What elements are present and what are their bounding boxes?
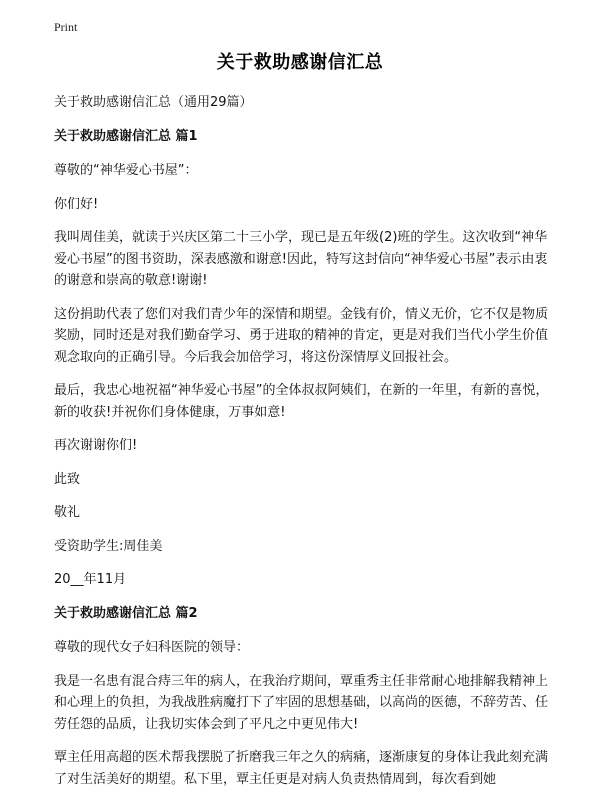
section-heading-1: 关于救助感谢信汇总 篇1 bbox=[54, 128, 198, 144]
section-heading-2: 关于救助感谢信汇总 篇2 bbox=[54, 605, 198, 621]
body-paragraph: 最后，我忠心地祝福“神华爱心书屋”的全体叔叔阿姨们，在新的一年里，有新的喜悦，新的收获!并祝你们身体健康，万事如意! bbox=[54, 383, 549, 420]
document-subtitle: 关于救助感谢信汇总（通用29篇） bbox=[54, 95, 253, 110]
body-paragraph: 我是一名患有混合痔三年的病人，在我治疗期间，覃重秀主任非常耐心地排解我精神上和心理上的负担，为我战胜病魔打下了牢固的思想基础，以高尚的医德，不辞劳苦、任劳任怨的品质，让我切实体会到了平凡之中更见伟大! bbox=[54, 673, 549, 732]
body-paragraph: 覃主任用高超的医术帮我摆脱了折磨我三年之久的病痛，逐渐康复的身体让我此刻充满了对生活美好的期望。私下里，覃主任更是对病人负责热情周到，每次看到她 bbox=[54, 750, 549, 787]
date: 20__年11月 bbox=[54, 572, 127, 587]
print-link[interactable]: Print bbox=[54, 20, 78, 34]
salutation: 尊敬的“神华爱心书屋”： bbox=[54, 163, 198, 178]
salutation: 尊敬的现代女子妇科医院的领导： bbox=[54, 640, 250, 655]
greeting: 你们好! bbox=[54, 196, 99, 212]
signature: 受资助学生:周佳美 bbox=[54, 538, 163, 554]
document-body bbox=[54, 92, 550, 802]
closing-thanks: 再次谢谢你们! bbox=[54, 438, 138, 453]
page-title: 关于救助感谢信汇总 bbox=[216, 52, 384, 73]
body-paragraph: 这份捐助代表了您们对我们青少年的深情和期望。金钱有价，情义无价，它不仅是物质奖励，同时还是对我们勤奋学习、勇于进取的精神的肯定，更是对我们当代小学生价值观念取向的正确引导。今后我会加倍学习，将这份深情厚义回报社会。 bbox=[54, 306, 549, 365]
closing-cizhi: 此致 bbox=[54, 471, 81, 487]
body-paragraph: 我叫周佳美，就读于兴庆区第二十三小学，现已是五年级(2)班的学生。这次收到“神华爱心书屋”的图书资助，深表感激和谢意!因此，特写这封信向“神华爱心书屋”表示由衷的谢意和崇高的敬意!谢谢! bbox=[54, 230, 548, 288]
closing-jingli: 敬礼 bbox=[54, 505, 81, 520]
